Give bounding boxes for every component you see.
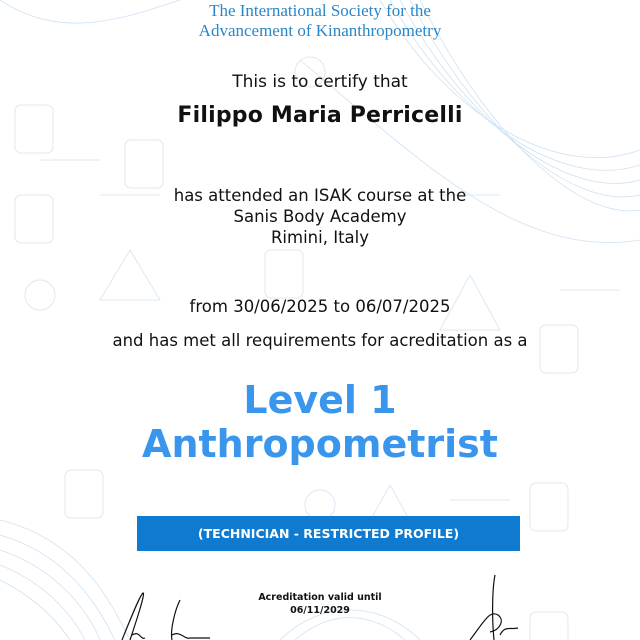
signature-left — [110, 590, 220, 640]
certify-text: This is to certify that — [232, 72, 408, 92]
course-info — [0, 185, 640, 248]
validity-label: Acreditation valid until — [258, 592, 382, 603]
course-line-1: has attended an ISAK course at the — [173, 186, 467, 205]
validity-date: 06/11/2029 — [290, 605, 350, 616]
signature-right — [450, 570, 530, 640]
validity-info — [0, 591, 640, 617]
organization-line-1: The International Society for the — [209, 1, 431, 20]
organization-name — [0, 1, 640, 41]
recipient-name: Filippo Maria Perricelli — [177, 103, 463, 128]
requirements-text: and has met all requirements for acreditation as a — [112, 331, 528, 350]
level-title — [0, 378, 640, 466]
course-location: Rimini, Italy — [270, 228, 370, 247]
course-dates: from 30/06/2025 to 06/07/2025 — [189, 297, 451, 316]
level-line-2: Anthropometrist — [142, 422, 498, 466]
level-line-1: Level 1 — [243, 378, 397, 422]
profile-banner: (TECHNICIAN - RESTRICTED PROFILE) — [137, 516, 520, 551]
organization-line-2: Advancement of Kinanthropometry — [198, 21, 442, 40]
course-academy: Sanis Body Academy — [233, 207, 407, 226]
